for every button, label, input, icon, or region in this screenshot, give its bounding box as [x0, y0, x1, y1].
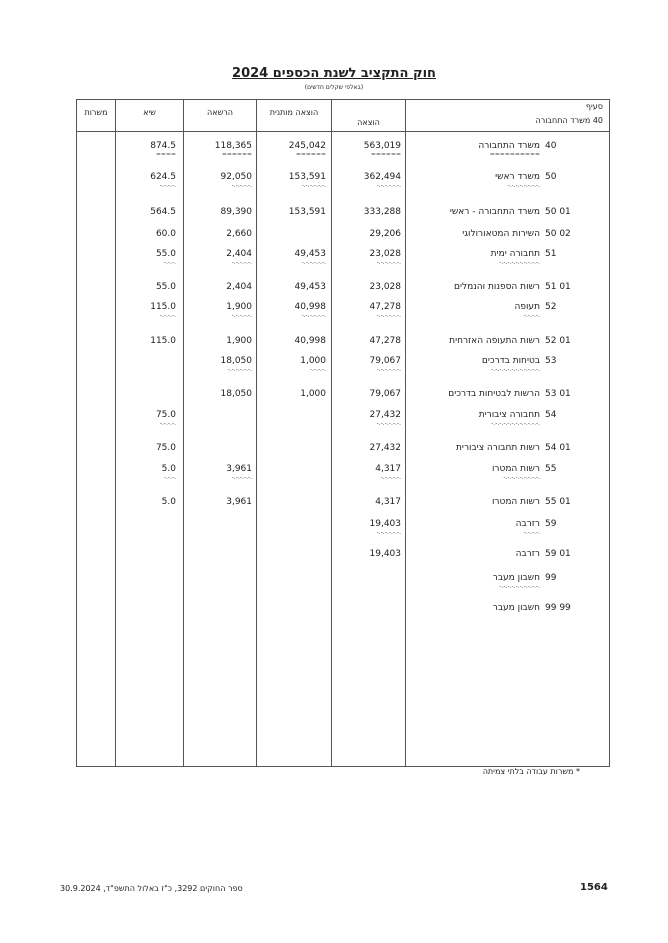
- row-peak-value: 75.0: [155, 443, 176, 453]
- row-expense-underline: -.-.-.-.-.-.: [376, 366, 401, 373]
- row-code: 54: [545, 410, 557, 420]
- header-section-label: סעיף: [585, 102, 603, 111]
- row-authorization-underline: -.-.-.-.-.: [231, 474, 252, 481]
- row-expense-value: 23,028: [369, 249, 401, 259]
- budget-table-frame: [76, 99, 610, 767]
- row-code: 99 99: [545, 603, 571, 613]
- row-expense-underline: -.-.-.-.-.-.: [376, 182, 401, 189]
- row-name-underline: -.-.-.-.-.-.-.-.-.: [503, 474, 540, 481]
- row-conditional-value: 153,591: [288, 172, 326, 182]
- row-expense-underline: -.-.-.-.-.-.: [376, 259, 401, 266]
- row-expense-value: 333,288: [363, 207, 401, 217]
- row-name-underline: -.-.-.-.: [523, 312, 540, 319]
- row-authorization-value: 2,404: [226, 249, 252, 259]
- row-code: 40: [545, 141, 557, 151]
- row-expense-value: 79,067: [369, 389, 401, 399]
- row-authorization-value: 92,050: [220, 172, 252, 182]
- row-authorization-value: 18,050: [220, 389, 252, 399]
- row-name: משרד התחבורה - ראשי: [449, 207, 540, 217]
- row-expense-value: 27,432: [369, 410, 401, 420]
- row-code: 99: [545, 573, 557, 583]
- row-code: 59: [545, 519, 557, 529]
- row-name: הרשות לבטיחות בדרכים: [448, 389, 540, 399]
- row-peak-underline: -.-.-.-.: [159, 420, 176, 427]
- row-peak-value: 874.5: [150, 141, 176, 151]
- footnote: * משרות עבודה בלתי צמיתה: [482, 767, 580, 776]
- row-code: 52 01: [545, 336, 571, 346]
- row-expense-value: 362,494: [363, 172, 401, 182]
- row-name: רשות המטרו: [491, 464, 540, 474]
- header-authorization: הרשאה: [207, 108, 233, 117]
- row-authorization-value: 3,961: [226, 464, 252, 474]
- row-code: 50 01: [545, 207, 571, 217]
- row-authorization-underline: -.-.-.-.-.: [231, 312, 252, 319]
- row-authorization-value: 18,050: [220, 356, 252, 366]
- row-name: רשות המטרו: [491, 497, 540, 507]
- row-expense-value: 19,403: [369, 549, 401, 559]
- row-name: רזרבה: [515, 549, 540, 559]
- row-peak-value: 5.0: [161, 497, 176, 507]
- row-peak-underline: -.-.-.: [163, 474, 176, 481]
- column-divider: [331, 99, 332, 767]
- row-conditional-value: 1,000: [300, 389, 326, 399]
- row-code: 51 01: [545, 282, 571, 292]
- row-name: חשבון מעבר: [492, 603, 540, 613]
- row-peak-value: 564.5: [150, 207, 176, 217]
- row-authorization-value: 118,365: [214, 141, 252, 151]
- row-code: 51: [545, 249, 557, 259]
- row-expense-underline: -.-.-.-.-.-.: [376, 312, 401, 319]
- row-name: רשות התעופה האזרחית: [449, 336, 540, 346]
- row-expense-value: 19,403: [369, 519, 401, 529]
- row-code: 50: [545, 172, 557, 182]
- row-peak-value: 55.0: [155, 282, 176, 292]
- header-peak: שיא: [143, 108, 156, 117]
- row-authorization-underline: ======: [221, 151, 252, 158]
- row-name: רשות תחבורה ציבורית: [456, 443, 540, 453]
- row-expense-underline: -.-.-.-.-.: [380, 474, 401, 481]
- page-number: 1564: [580, 882, 608, 893]
- row-authorization-value: 1,900: [226, 302, 252, 312]
- row-authorization-value: 2,404: [226, 282, 252, 292]
- row-code: 50 02: [545, 229, 571, 239]
- row-code: 54 01: [545, 443, 571, 453]
- row-expense-value: 79,067: [369, 356, 401, 366]
- row-code: 59 01: [545, 549, 571, 559]
- row-code: 53 01: [545, 389, 571, 399]
- row-expense-value: 23,028: [369, 282, 401, 292]
- row-conditional-value: 49,453: [294, 249, 326, 259]
- row-name: רזרבה: [515, 519, 540, 529]
- row-conditional-underline: -.-.-.-.-.-.: [301, 182, 326, 189]
- header-expense: הוצאה: [357, 118, 380, 127]
- row-authorization-value: 1,900: [226, 336, 252, 346]
- header-section-value: 40 משרד התחבורה: [535, 116, 603, 125]
- row-peak-underline: -.-.-.-.: [159, 312, 176, 319]
- column-divider: [183, 99, 184, 767]
- row-peak-value: 55.0: [155, 249, 176, 259]
- row-name: תחבורה ציבורית: [478, 410, 540, 420]
- header-conditional-expense: הוצאה מותנית: [269, 108, 319, 117]
- document-subtitle: (באלפי שקלים חדשים): [304, 84, 364, 91]
- column-divider: [115, 99, 116, 767]
- row-name-underline: -.-.-.-.: [523, 529, 540, 536]
- row-expense-underline: -.-.-.-.-.-.: [376, 420, 401, 427]
- row-expense-value: 4,317: [375, 497, 401, 507]
- row-peak-underline: -.-.-.: [163, 259, 176, 266]
- row-name-underline: -.-.-.-.-.-.-.-.-.-.-.-.: [491, 366, 540, 373]
- row-peak-value: 115.0: [150, 336, 176, 346]
- row-name-underline: -.-.-.-.-.-.-.-.: [507, 182, 540, 189]
- row-conditional-value: 245,042: [288, 141, 326, 151]
- row-name: תחבורה ימית: [490, 249, 540, 259]
- row-peak-underline: -.-.-.-.: [159, 182, 176, 189]
- row-name: משרד התחבורה: [478, 141, 540, 151]
- row-conditional-underline: -.-.-.-.-.-.: [301, 259, 326, 266]
- row-name-underline: -.-.-.-.-.-.-.-.-.-.: [499, 259, 540, 266]
- row-peak-value: 60.0: [155, 229, 176, 239]
- row-conditional-value: 1,000: [300, 356, 326, 366]
- row-authorization-value: 89,390: [220, 207, 252, 217]
- row-expense-underline: -.-.-.-.-.-.: [376, 529, 401, 536]
- column-divider: [405, 99, 406, 767]
- row-name: תעופה: [514, 302, 540, 312]
- row-expense-underline: ======: [370, 151, 401, 158]
- row-peak-underline: ====: [155, 151, 176, 158]
- row-expense-value: 47,278: [369, 336, 401, 346]
- row-name: משרד ראשי: [495, 172, 540, 182]
- row-code: 55: [545, 464, 557, 474]
- row-expense-value: 27,432: [369, 443, 401, 453]
- row-conditional-underline: -.-.-.-.-.-.: [301, 312, 326, 319]
- column-divider: [256, 99, 257, 767]
- row-expense-value: 47,278: [369, 302, 401, 312]
- header-positions: משרות: [84, 108, 108, 117]
- row-expense-value: 29,206: [369, 229, 401, 239]
- row-peak-value: 5.0: [161, 464, 176, 474]
- row-conditional-underline: -.-.-.-.: [309, 366, 326, 373]
- row-authorization-value: 2,660: [226, 229, 252, 239]
- row-name-underline: -.-.-.-.-.-.-.-.-.-.-.-.: [491, 420, 540, 427]
- row-expense-value: 4,317: [375, 464, 401, 474]
- row-code: 55 01: [545, 497, 571, 507]
- row-conditional-value: 40,998: [294, 302, 326, 312]
- row-authorization-underline: -.-.-.-.-.-.: [227, 366, 252, 373]
- row-peak-value: 624.5: [150, 172, 176, 182]
- row-conditional-value: 40,998: [294, 336, 326, 346]
- row-name: רשות הספנות והנמלים: [453, 282, 540, 292]
- row-name: השירות המטאורולוגי: [462, 229, 540, 239]
- row-authorization-value: 3,961: [226, 497, 252, 507]
- row-authorization-underline: -.-.-.-.-.: [231, 259, 252, 266]
- row-name: בטיחות בדרכים: [481, 356, 540, 366]
- row-name-underline: ==========: [489, 151, 540, 158]
- row-peak-value: 115.0: [150, 302, 176, 312]
- row-peak-value: 75.0: [155, 410, 176, 420]
- row-expense-value: 563,019: [363, 141, 401, 151]
- row-code: 52: [545, 302, 557, 312]
- row-conditional-value: 49,453: [294, 282, 326, 292]
- row-name: חשבון מעבר: [492, 573, 540, 583]
- row-conditional-underline: ======: [295, 151, 326, 158]
- row-conditional-value: 153,591: [288, 207, 326, 217]
- row-name-underline: -.-.-.-.-.-.-.-.-.-.: [499, 583, 540, 590]
- row-code: 53: [545, 356, 557, 366]
- row-authorization-underline: -.-.-.-.-.: [231, 182, 252, 189]
- header-divider: [76, 131, 610, 132]
- footer-citation: ספר החוקים 3292, כ"ז באלול התשפ"ד, 30.9.2024: [60, 884, 243, 893]
- document-title: חוק התקציב לשנת הכספים 2024: [232, 66, 436, 81]
